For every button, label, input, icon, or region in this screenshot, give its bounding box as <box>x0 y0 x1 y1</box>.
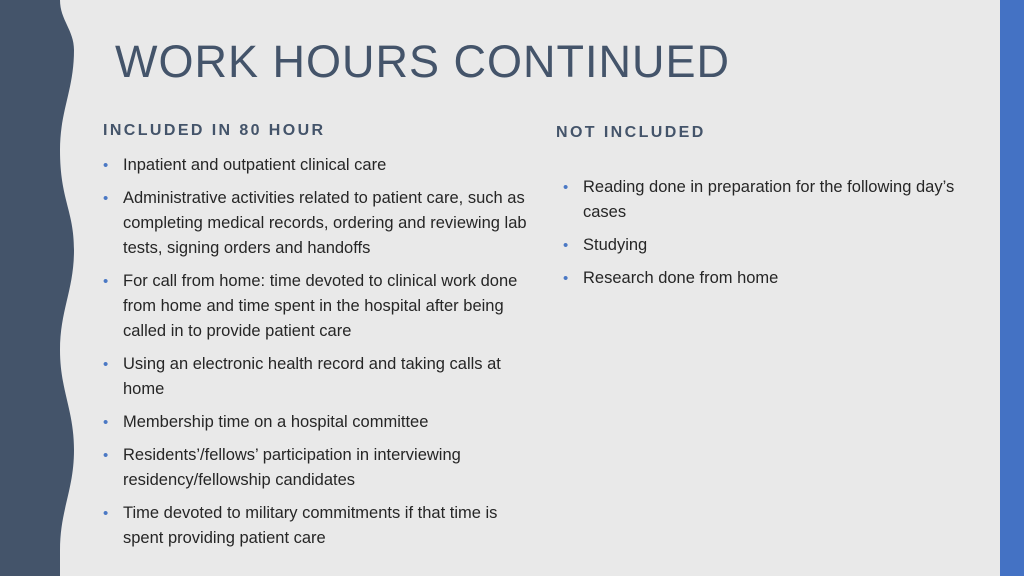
list-item <box>103 186 533 261</box>
not-included-list <box>563 175 963 299</box>
list-item <box>563 175 963 225</box>
left-wave-shape <box>0 0 74 576</box>
not-included-heading: NOT INCLUDED <box>556 124 706 141</box>
bullet-icon: • <box>563 270 569 287</box>
bullet-icon: • <box>103 356 109 373</box>
list-item-text: Research done from home <box>583 269 779 287</box>
included-heading: INCLUDED IN 80 HOUR <box>103 122 326 139</box>
included-list <box>103 153 533 559</box>
list-item-text: Administrative activities related to patient care, such as completing medical records, ordering and reviewing lab tests, signing orders and handoffs <box>123 189 527 257</box>
bullet-icon: • <box>103 505 109 522</box>
right-accent-band <box>1000 0 1024 576</box>
list-item <box>103 153 533 178</box>
list-item <box>103 501 533 551</box>
list-item-text: Studying <box>583 236 648 254</box>
list-item <box>103 269 533 344</box>
list-item-text: Reading done in preparation for the following day’s cases <box>583 178 955 221</box>
list-item <box>563 266 963 291</box>
list-item <box>563 233 963 258</box>
list-item <box>103 443 533 493</box>
list-item-text: Using an electronic health record and taking calls at home <box>123 355 501 398</box>
list-item <box>103 352 533 402</box>
bullet-icon: • <box>563 237 569 254</box>
slide-title: WORK HOURS CONTINUED <box>115 36 730 87</box>
bullet-icon: • <box>103 273 109 290</box>
bullet-icon: • <box>103 190 109 207</box>
list-item-text: Residents’/fellows’ participation in interviewing residency/fellowship candidates <box>123 446 461 489</box>
list-item-text: Inpatient and outpatient clinical care <box>123 156 387 174</box>
bullet-icon: • <box>563 179 569 196</box>
list-item <box>103 410 533 435</box>
left-wave-band <box>0 0 80 576</box>
bullet-icon: • <box>103 157 109 174</box>
list-item-text: Membership time on a hospital committee <box>123 413 429 431</box>
bullet-icon: • <box>103 447 109 464</box>
bullet-icon: • <box>103 414 109 431</box>
list-item-text: Time devoted to military commitments if that time is spent providing patient care <box>123 504 498 547</box>
list-item-text: For call from home: time devoted to clinical work done from home and time spent in the hospital after being called in to provide patient care <box>123 272 518 340</box>
